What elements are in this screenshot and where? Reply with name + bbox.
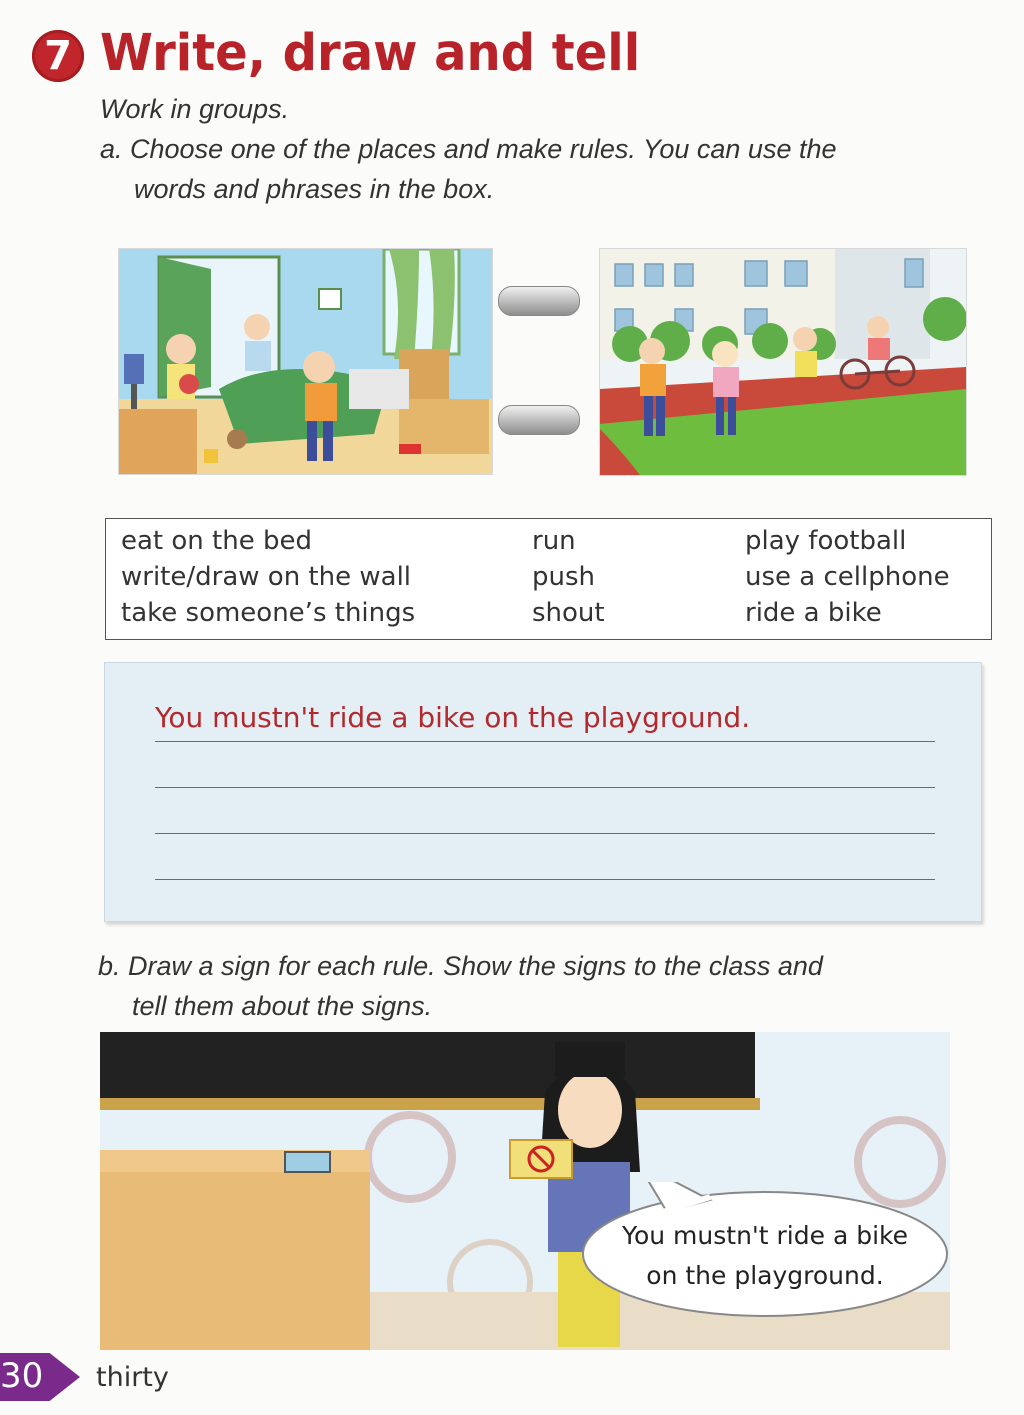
instruction-intro: Work in groups. bbox=[100, 94, 290, 124]
playground-illustration bbox=[599, 248, 967, 476]
page-number: 30 bbox=[0, 1356, 44, 1396]
word-shout: shout bbox=[532, 598, 605, 628]
speech-bubble-text bbox=[580, 1216, 950, 1296]
writing-line-1 bbox=[155, 741, 935, 742]
writing-card bbox=[104, 662, 982, 922]
page-number-word: thirty bbox=[96, 1362, 169, 1393]
instruction-part-b-line1: b. Draw a sign for each rule. Show the signs to the class and bbox=[98, 951, 823, 981]
word-run: run bbox=[532, 526, 576, 556]
classroom-illustration bbox=[100, 1032, 950, 1350]
phrase-eat-on-bed: eat on the bed bbox=[121, 526, 312, 556]
instruction-part-a-line1: a. Choose one of the places and make rules. You can use the bbox=[100, 134, 837, 164]
exercise-title: Write, draw and tell bbox=[100, 24, 641, 83]
phrase-write-draw-wall: write/draw on the wall bbox=[121, 562, 412, 592]
writing-line-2[interactable] bbox=[155, 787, 935, 788]
speech-bubble-line1: You mustn't ride a bike bbox=[622, 1221, 908, 1250]
binder-ring-bottom bbox=[498, 405, 580, 435]
instruction-part-a-line2: words and phrases in the box. bbox=[134, 174, 495, 204]
word-push: push bbox=[532, 562, 596, 592]
phrase-ride-bike: ride a bike bbox=[745, 598, 882, 628]
instruction-part-b-line2: tell them about the signs. bbox=[132, 991, 433, 1021]
phrase-take-things: take someone’s things bbox=[121, 598, 416, 628]
phrase-play-football: play football bbox=[745, 526, 907, 556]
phrase-use-cellphone: use a cellphone bbox=[745, 562, 950, 592]
writing-line-4[interactable] bbox=[155, 879, 935, 880]
exercise-number-badge: 7 bbox=[32, 30, 84, 82]
example-answer: You mustn't ride a bike on the playground. bbox=[155, 701, 751, 734]
speech-bubble-line2: on the playground. bbox=[646, 1261, 884, 1290]
bedroom-illustration bbox=[118, 248, 493, 475]
binder-ring-top bbox=[498, 286, 580, 316]
writing-line-3[interactable] bbox=[155, 833, 935, 834]
